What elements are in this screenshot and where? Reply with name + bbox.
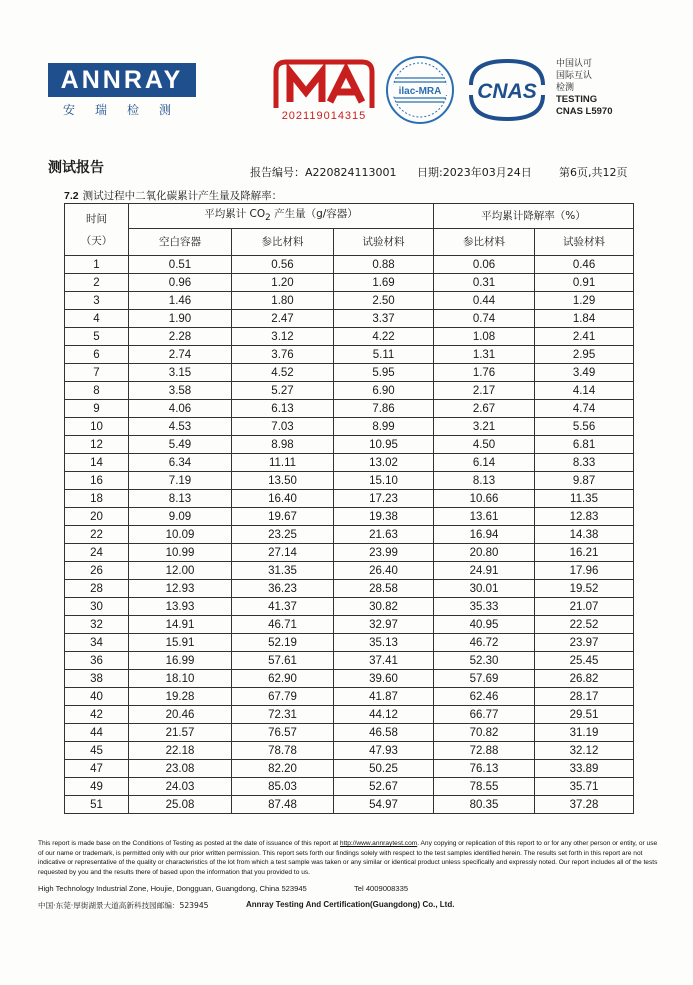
- table-row: [65, 598, 634, 616]
- reference-rate-cell: 8.13: [434, 472, 535, 490]
- blank-container-cell: 8.13: [129, 490, 232, 508]
- reference-rate-cell: 20.80: [434, 544, 535, 562]
- cnas-line: 检测: [556, 83, 575, 93]
- day-cell: 36: [65, 652, 129, 670]
- table-row: [65, 670, 634, 688]
- blank-container-cell: 1.46: [129, 292, 232, 310]
- test-rate-cell: 14.38: [535, 526, 634, 544]
- reference-rate-cell: 1.31: [434, 346, 535, 364]
- ilac-mra-logo: [384, 54, 456, 126]
- day-cell: 30: [65, 598, 129, 616]
- reference-co2-cell: 13.50: [232, 472, 334, 490]
- test-rate-cell: 6.81: [535, 436, 634, 454]
- blank-container-cell: 9.09: [129, 508, 232, 526]
- cnas-accreditation-text: [556, 58, 613, 118]
- day-cell: 12: [65, 436, 129, 454]
- day-header-unit: （天）: [80, 235, 113, 247]
- reference-co2-cell: 4.52: [232, 364, 334, 382]
- co2-degradation-table: [64, 203, 634, 814]
- test-rate-cell: 29.51: [535, 706, 634, 724]
- table-row: [65, 274, 634, 292]
- test-rate-cell: 22.52: [535, 616, 634, 634]
- test-rate-cell: 21.07: [535, 598, 634, 616]
- blank-container-cell: 6.34: [129, 454, 232, 472]
- reference-co2-cell: 85.03: [232, 778, 334, 796]
- reference-co2-cell: 7.03: [232, 418, 334, 436]
- table-row: [65, 364, 634, 382]
- test-rate-cell: 35.71: [535, 778, 634, 796]
- section-number: 7.2: [64, 190, 79, 202]
- table-row: [65, 544, 634, 562]
- reference-co2-cell: 6.13: [232, 400, 334, 418]
- reference-rate-cell: 78.55: [434, 778, 535, 796]
- test-co2-cell: 0.88: [334, 256, 434, 274]
- day-cell: 18: [65, 490, 129, 508]
- day-header: [65, 204, 129, 256]
- day-cell: 20: [65, 508, 129, 526]
- reference-rate-cell: 76.13: [434, 760, 535, 778]
- table-row: [65, 256, 634, 274]
- ilac-mra-text: ilac-MRA: [398, 86, 442, 97]
- section-caption: [64, 188, 282, 203]
- test-rate-cell: 19.52: [535, 580, 634, 598]
- blank-container-cell: 3.15: [129, 364, 232, 382]
- co2-header-pre: 平均累计 CO: [204, 207, 266, 220]
- blank-container-cell: 5.49: [129, 436, 232, 454]
- test-co2-cell: 32.97: [334, 616, 434, 634]
- test-rate-cell: 9.87: [535, 472, 634, 490]
- reference-rate-cell: 80.35: [434, 796, 535, 814]
- report-date: 日期:2023年03月24日: [417, 166, 532, 179]
- test-rate-cell: 28.17: [535, 688, 634, 706]
- blank-container-cell: 3.58: [129, 382, 232, 400]
- test-rate-cell: 3.49: [535, 364, 634, 382]
- day-cell: 3: [65, 292, 129, 310]
- reference-rate-cell: 3.21: [434, 418, 535, 436]
- test-rate-cell: 0.91: [535, 274, 634, 292]
- reference-co2-cell: 5.27: [232, 382, 334, 400]
- table-row: [65, 796, 634, 814]
- blank-container-cell: 19.28: [129, 688, 232, 706]
- reference-co2-cell: 52.19: [232, 634, 334, 652]
- page-indicator: 第6页,共12页: [559, 166, 628, 179]
- test-rate-cell: 1.29: [535, 292, 634, 310]
- telephone: Tel 4009008335: [354, 884, 409, 893]
- table-row: [65, 382, 634, 400]
- reference-rate-cell: 2.17: [434, 382, 535, 400]
- blank-container-cell: 14.91: [129, 616, 232, 634]
- blank-container-cell: 21.57: [129, 724, 232, 742]
- blank-container-cell: 16.99: [129, 652, 232, 670]
- test-co2-cell: 28.58: [334, 580, 434, 598]
- day-cell: 8: [65, 382, 129, 400]
- table-row: [65, 778, 634, 796]
- table-row: [65, 526, 634, 544]
- test-co2-cell: 35.13: [334, 634, 434, 652]
- test-rate-cell: 23.97: [535, 634, 634, 652]
- test-rate-cell: 2.41: [535, 328, 634, 346]
- reference-co2-cell: 41.37: [232, 598, 334, 616]
- reference-rate-cell: 62.46: [434, 688, 535, 706]
- table-row: [65, 652, 634, 670]
- test-co2-cell: 6.90: [334, 382, 434, 400]
- reference-rate-cell: 0.06: [434, 256, 535, 274]
- table-row: [65, 508, 634, 526]
- reference-rate-cell: 2.67: [434, 400, 535, 418]
- blank-container-cell: 10.09: [129, 526, 232, 544]
- disclaimer-part-1: This report is made base on the Conditions of Testing as posted at the date of issuance of this report at: [38, 840, 340, 847]
- cnas-line: 国际互认: [556, 71, 593, 81]
- day-cell: 22: [65, 526, 129, 544]
- reference-rate-cell: 30.01: [434, 580, 535, 598]
- reference-co2-cell: 78.78: [232, 742, 334, 760]
- reference-co2-cell: 31.35: [232, 562, 334, 580]
- table-row: [65, 436, 634, 454]
- blank-container-cell: 23.08: [129, 760, 232, 778]
- reference-co2-cell: 0.56: [232, 256, 334, 274]
- reference-co2-cell: 8.98: [232, 436, 334, 454]
- co2-group-header: [129, 204, 434, 229]
- address-cn: 中国·东莞·厚街湖景大道高新科技园邮编：523945: [38, 901, 209, 910]
- table-row: [65, 580, 634, 598]
- test-co2-cell: 15.10: [334, 472, 434, 490]
- reference-co2-cell: 62.90: [232, 670, 334, 688]
- test-co2-cell: 30.82: [334, 598, 434, 616]
- co2-header-post: 产生量（g/容器）: [270, 207, 358, 220]
- blank-container-cell: 15.91: [129, 634, 232, 652]
- reference-co2-cell: 67.79: [232, 688, 334, 706]
- section-caption-text: 测试过程中二氧化碳累计产生量及降解率：: [82, 190, 283, 202]
- blank-container-cell: 22.18: [129, 742, 232, 760]
- test-co2-cell: 26.40: [334, 562, 434, 580]
- table-body: [65, 256, 634, 814]
- blank-container-cell: 13.93: [129, 598, 232, 616]
- blank-container-cell: 20.46: [129, 706, 232, 724]
- test-co2-cell: 13.02: [334, 454, 434, 472]
- annray-logo-cn: 安瑞检测: [62, 103, 191, 117]
- test-rate-cell: 26.82: [535, 670, 634, 688]
- reference-rate-cell: 35.33: [434, 598, 535, 616]
- reference-co2-cell: 46.71: [232, 616, 334, 634]
- day-cell: 32: [65, 616, 129, 634]
- reference-co2-cell: 16.40: [232, 490, 334, 508]
- test-co2-cell: 10.95: [334, 436, 434, 454]
- test-co2-cell: 3.37: [334, 310, 434, 328]
- test-co2-cell: 23.99: [334, 544, 434, 562]
- day-cell: 44: [65, 724, 129, 742]
- table-row: [65, 418, 634, 436]
- report-number: 报告编号：A220824113001: [250, 166, 397, 179]
- table-row: [65, 292, 634, 310]
- day-cell: 24: [65, 544, 129, 562]
- report-title: 测试报告: [48, 160, 104, 176]
- table-row: [65, 724, 634, 742]
- blank-container-cell: 10.99: [129, 544, 232, 562]
- test-rate-cell: 4.14: [535, 382, 634, 400]
- test-co2-cell: 46.58: [334, 724, 434, 742]
- reference-co2-cell: 11.11: [232, 454, 334, 472]
- table-row: [65, 634, 634, 652]
- reference-co2-cell: 19.67: [232, 508, 334, 526]
- test-co2-cell: 44.12: [334, 706, 434, 724]
- day-cell: 51: [65, 796, 129, 814]
- col-header-test-rate: 试验材料: [535, 229, 634, 256]
- table-row: [65, 328, 634, 346]
- degradation-group-header: 平均累计降解率（%）: [434, 204, 634, 229]
- test-rate-cell: 33.89: [535, 760, 634, 778]
- reference-co2-cell: 23.25: [232, 526, 334, 544]
- test-rate-cell: 37.28: [535, 796, 634, 814]
- test-rate-cell: 12.83: [535, 508, 634, 526]
- day-cell: 28: [65, 580, 129, 598]
- day-cell: 5: [65, 328, 129, 346]
- cnas-logo-text: CNAS: [477, 80, 537, 103]
- blank-container-cell: 18.10: [129, 670, 232, 688]
- table-row: [65, 346, 634, 364]
- reference-rate-cell: 46.72: [434, 634, 535, 652]
- reference-rate-cell: 1.08: [434, 328, 535, 346]
- blank-container-cell: 25.08: [129, 796, 232, 814]
- company-name: Annray Testing And Certification(Guangdong) Co., Ltd.: [246, 900, 455, 909]
- day-header-label: 时间: [86, 213, 107, 225]
- reference-rate-cell: 40.95: [434, 616, 535, 634]
- day-cell: 9: [65, 400, 129, 418]
- col-header-reference: 参比材料: [232, 229, 334, 256]
- reference-rate-cell: 0.74: [434, 310, 535, 328]
- blank-container-cell: 2.74: [129, 346, 232, 364]
- test-co2-cell: 41.87: [334, 688, 434, 706]
- reference-rate-cell: 16.94: [434, 526, 535, 544]
- test-co2-cell: 39.60: [334, 670, 434, 688]
- address-en: High Technology Industrial Zone, Houjie, Dongguan, Guangdong, China 523945: [38, 884, 307, 893]
- ma-seal-logo: [272, 58, 376, 110]
- test-co2-cell: 47.93: [334, 742, 434, 760]
- reference-rate-cell: 52.30: [434, 652, 535, 670]
- blank-container-cell: 1.90: [129, 310, 232, 328]
- reference-rate-cell: 72.88: [434, 742, 535, 760]
- reference-rate-cell: 57.69: [434, 670, 535, 688]
- table-row: [65, 562, 634, 580]
- reference-co2-cell: 3.12: [232, 328, 334, 346]
- table-row: [65, 616, 634, 634]
- test-rate-cell: 25.45: [535, 652, 634, 670]
- day-cell: 10: [65, 418, 129, 436]
- test-co2-cell: 5.95: [334, 364, 434, 382]
- reference-rate-cell: 1.76: [434, 364, 535, 382]
- annray-logo: ANNRAY: [48, 63, 196, 97]
- test-rate-cell: 2.95: [535, 346, 634, 364]
- test-co2-cell: 5.11: [334, 346, 434, 364]
- test-co2-cell: 7.86: [334, 400, 434, 418]
- col-header-reference-rate: 参比材料: [434, 229, 535, 256]
- reference-co2-cell: 1.80: [232, 292, 334, 310]
- day-cell: 16: [65, 472, 129, 490]
- reference-co2-cell: 1.20: [232, 274, 334, 292]
- reference-co2-cell: 87.48: [232, 796, 334, 814]
- table-row: [65, 400, 634, 418]
- blank-container-cell: 4.53: [129, 418, 232, 436]
- test-rate-cell: 11.35: [535, 490, 634, 508]
- test-rate-cell: 4.74: [535, 400, 634, 418]
- test-rate-cell: 31.19: [535, 724, 634, 742]
- day-cell: 34: [65, 634, 129, 652]
- table-row: [65, 454, 634, 472]
- reference-co2-cell: 57.61: [232, 652, 334, 670]
- table-row: [65, 472, 634, 490]
- reference-co2-cell: 76.57: [232, 724, 334, 742]
- test-co2-cell: 50.25: [334, 760, 434, 778]
- reference-rate-cell: 24.91: [434, 562, 535, 580]
- day-cell: 14: [65, 454, 129, 472]
- day-cell: 6: [65, 346, 129, 364]
- reference-co2-cell: 2.47: [232, 310, 334, 328]
- blank-container-cell: 4.06: [129, 400, 232, 418]
- test-co2-cell: 17.23: [334, 490, 434, 508]
- test-rate-cell: 1.84: [535, 310, 634, 328]
- day-cell: 26: [65, 562, 129, 580]
- table-row: [65, 760, 634, 778]
- test-rate-cell: 5.56: [535, 418, 634, 436]
- blank-container-cell: 7.19: [129, 472, 232, 490]
- test-rate-cell: 0.46: [535, 256, 634, 274]
- col-header-blank: 空白容器: [129, 229, 232, 256]
- reference-co2-cell: 36.23: [232, 580, 334, 598]
- blank-container-cell: 0.96: [129, 274, 232, 292]
- day-cell: 38: [65, 670, 129, 688]
- reference-rate-cell: 70.82: [434, 724, 535, 742]
- ma-certificate-number: 202119014315: [281, 110, 367, 122]
- blank-container-cell: 2.28: [129, 328, 232, 346]
- disclaimer: [38, 839, 658, 877]
- test-co2-cell: 37.41: [334, 652, 434, 670]
- day-cell: 4: [65, 310, 129, 328]
- blank-container-cell: 12.00: [129, 562, 232, 580]
- reference-rate-cell: 13.61: [434, 508, 535, 526]
- day-cell: 7: [65, 364, 129, 382]
- co2-header-sub: 2: [265, 213, 271, 224]
- cnas-logo: [463, 57, 549, 123]
- test-rate-cell: 16.21: [535, 544, 634, 562]
- test-co2-cell: 19.38: [334, 508, 434, 526]
- table-row: [65, 688, 634, 706]
- test-co2-cell: 54.97: [334, 796, 434, 814]
- table-row: [65, 490, 634, 508]
- reference-rate-cell: 0.44: [434, 292, 535, 310]
- reference-co2-cell: 27.14: [232, 544, 334, 562]
- table-row: [65, 310, 634, 328]
- disclaimer-link[interactable]: http://www.annraytest.com: [339, 840, 418, 847]
- disclaimer-part-2: . Any copying or replication of this report to or for any other person or entity, or use of our name or trademark, is permitted only with our prior written permission. This report sets forth our findings solely with respect to the test samples identified herein. The results set forth in this report are not indicative or representative of the quality or characteristics of the lot from which a test sample was taken or any similar or identical product unless specifically and expressly noted. Our report includes all of the tests requested by you and the results there of based upon the information that you provided to us.: [38, 840, 658, 876]
- day-cell: 42: [65, 706, 129, 724]
- test-rate-cell: 17.96: [535, 562, 634, 580]
- reference-rate-cell: 4.50: [434, 436, 535, 454]
- table-row: [65, 706, 634, 724]
- table-row: [65, 742, 634, 760]
- blank-container-cell: 0.51: [129, 256, 232, 274]
- day-cell: 2: [65, 274, 129, 292]
- reference-co2-cell: 72.31: [232, 706, 334, 724]
- cnas-line: CNAS L5970: [556, 106, 613, 117]
- test-co2-cell: 52.67: [334, 778, 434, 796]
- reference-rate-cell: 6.14: [434, 454, 535, 472]
- test-rate-cell: 32.12: [535, 742, 634, 760]
- blank-container-cell: 24.03: [129, 778, 232, 796]
- reference-co2-cell: 3.76: [232, 346, 334, 364]
- reference-rate-cell: 10.66: [434, 490, 535, 508]
- test-co2-cell: 1.69: [334, 274, 434, 292]
- col-header-test: 试验材料: [334, 229, 434, 256]
- reference-co2-cell: 82.20: [232, 760, 334, 778]
- cnas-line: TESTING: [556, 94, 598, 105]
- day-cell: 49: [65, 778, 129, 796]
- test-co2-cell: 8.99: [334, 418, 434, 436]
- test-rate-cell: 8.33: [535, 454, 634, 472]
- cnas-line: 中国认可: [556, 59, 593, 69]
- test-co2-cell: 4.22: [334, 328, 434, 346]
- day-cell: 1: [65, 256, 129, 274]
- test-co2-cell: 2.50: [334, 292, 434, 310]
- day-cell: 40: [65, 688, 129, 706]
- test-co2-cell: 21.63: [334, 526, 434, 544]
- day-cell: 47: [65, 760, 129, 778]
- blank-container-cell: 12.93: [129, 580, 232, 598]
- reference-rate-cell: 66.77: [434, 706, 535, 724]
- reference-rate-cell: 0.31: [434, 274, 535, 292]
- day-cell: 45: [65, 742, 129, 760]
